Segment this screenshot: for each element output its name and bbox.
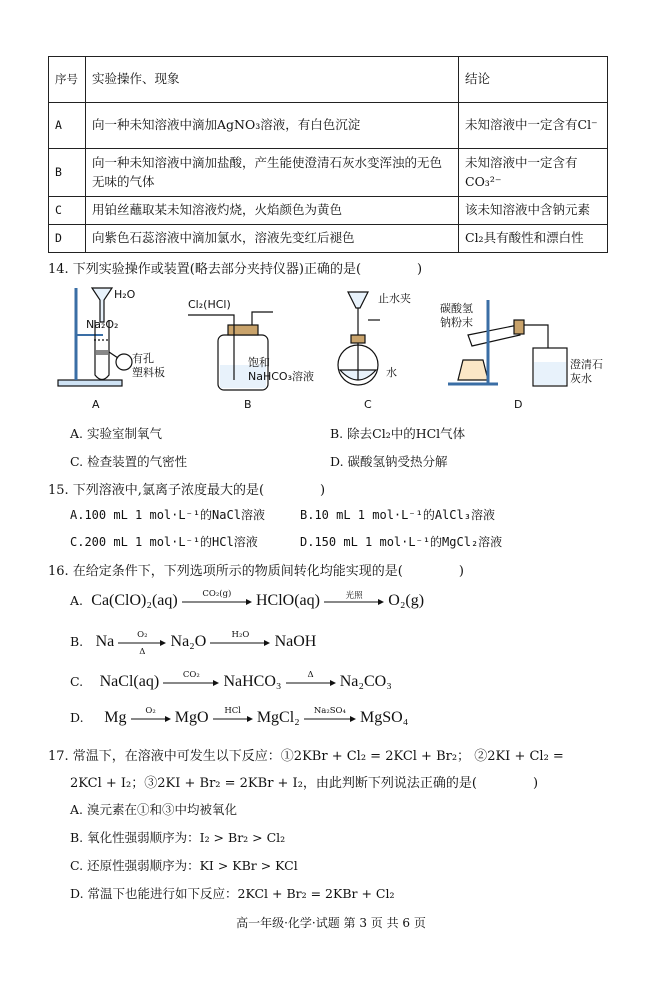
row-id: A: [49, 103, 86, 149]
q15-option-b: B.10 mL 1 mol·L⁻¹的AlCl₃溶液: [300, 508, 495, 522]
q14-stem: 14. 下列实验操作或装置(略去部分夹持仪器)正确的是( ): [48, 262, 423, 277]
label-b-sol1: 饱和: [248, 356, 270, 369]
page-footer: 高一年级·化学·试题 第 3 页 共 6 页: [236, 916, 426, 930]
row-id: C: [49, 197, 86, 225]
row-operation: 向紫色石蕊溶液中滴加氯水，溶液先变红后褪色: [86, 225, 459, 253]
label-d-lime1: 澄清石: [570, 358, 603, 371]
label-d-lime2: 灰水: [570, 372, 592, 385]
q14-option-a: A. 实验室制氧气: [70, 426, 162, 441]
label-b-sol2: NaHCO₃溶液: [248, 370, 314, 383]
row-conclusion: 该未知溶液中含钠元素: [459, 197, 608, 225]
q17-option-b: B. 氧化性强弱顺序为：I₂ > Br₂ > Cl₂: [70, 830, 286, 845]
table-row: [49, 103, 608, 149]
label-d-powder1: 碳酸氢: [440, 302, 473, 315]
label-b-gas: Cl₂(HCl): [188, 298, 231, 311]
arrow-icon: H₂O: [210, 639, 270, 647]
q16-option-d: D. Mg O₂ MgO HCl MgCl₂ Na₂SO₄ MgSO₄: [70, 705, 409, 726]
q15-stem: 15. 下列溶液中,氯离子浓度最大的是( ): [48, 483, 326, 498]
experiment-table: [48, 56, 608, 253]
q14-option-b: B. 除去Cl₂中的HCl气体: [330, 426, 466, 441]
apparatus-letter-a: A: [92, 398, 100, 411]
q16-option-a: A. Ca(ClO)₂(aq) CO₂(g) HClO(aq) 光照 O₂(g): [70, 588, 425, 609]
q16-option-c: C. NaCl(aq) CO₂ NaHCO₃ Δ Na₂CO₃: [70, 669, 392, 690]
row-id: D: [49, 225, 86, 253]
arrow-icon: HCl: [213, 715, 253, 723]
row-conclusion: Cl₂具有酸性和漂白性: [459, 225, 608, 253]
label-a-plate-1: 有孔: [132, 352, 154, 365]
q17-option-d: D. 常温下也能进行如下反应：2KCl + Br₂ = 2KBr + Cl₂: [70, 886, 395, 901]
q14-option-c: C. 检查装置的气密性: [70, 454, 188, 469]
apparatus-letter-d: D: [514, 398, 523, 411]
header-operation: 实验操作、现象: [86, 57, 459, 103]
table-row: [49, 149, 608, 197]
row-conclusion: 未知溶液中一定含有CO₃²⁻: [459, 149, 608, 197]
table-row: [49, 225, 608, 253]
label-c-water: 水: [386, 366, 397, 379]
row-operation: 用铂丝蘸取某未知溶液灼烧，火焰颜色为黄色: [86, 197, 459, 225]
q17-line-2: 2KCl + I₂；③2KI + Br₂ = 2KBr + I₂，由此判断下列说法正确的是( ): [70, 776, 539, 791]
q15-option-a: A.100 mL 1 mol·L⁻¹的NaCl溶液: [70, 508, 265, 522]
apparatus-letter-c: C: [364, 398, 372, 411]
stand-base-a: [58, 380, 122, 386]
q17-option-a: A. 溴元素在①和③中均被氧化: [70, 802, 237, 817]
header-index: 序号: [49, 57, 86, 103]
label-a-h2o: H₂O: [114, 288, 136, 301]
table-row: [49, 197, 608, 225]
row-operation: 向一种未知溶液中滴加盐酸，产生能使澄清石灰水变浑浊的无色无味的气体: [86, 149, 459, 197]
q14-option-d: D. 碳酸氢钠受热分解: [330, 454, 448, 469]
q15-option-c: C.200 mL 1 mol·L⁻¹的HCl溶液: [70, 535, 258, 549]
apparatus-letter-b: B: [244, 398, 252, 411]
label-a-na2o2: Na₂O₂: [86, 318, 119, 331]
label-a-plate-2: 塑料板: [132, 366, 165, 379]
table-header-row: [49, 57, 608, 103]
row-id: B: [49, 149, 86, 197]
row-operation: 向一种未知溶液中滴加AgNO₃溶液，有白色沉淀: [86, 103, 459, 149]
q16-stem: 16. 在给定条件下，下列选项所示的物质间转化均能实现的是( ): [48, 564, 464, 579]
header-conclusion: 结论: [459, 57, 608, 103]
arrow-icon: O₂ Δ: [118, 639, 166, 647]
q15-option-d: D.150 mL 1 mol·L⁻¹的MgCl₂溶液: [300, 535, 503, 549]
arrow-icon: O₂: [131, 715, 171, 723]
label-d-powder2: 钠粉末: [440, 316, 473, 329]
q16-option-b: B. Na O₂ Δ Na₂O H₂O NaOH: [70, 629, 317, 657]
apparatus-diagram: [48, 280, 608, 415]
arrow-icon: Na₂SO₄: [304, 715, 356, 723]
q17-line-1: 17. 常温下，在溶液中可发生以下反应：①2KBr + Cl₂ = 2KCl + Br₂； ②2KI + Cl₂ =: [48, 749, 564, 764]
arrow-icon: CO₂(g): [182, 598, 252, 606]
q17-option-c: C. 还原性强弱顺序为：KI > KBr > KCl: [70, 858, 298, 873]
arrow-icon: 光照: [324, 598, 384, 606]
label-c-clip: 止水夹: [378, 292, 411, 305]
arrow-icon: Δ: [286, 679, 336, 687]
arrow-icon: CO₂: [163, 679, 219, 687]
row-conclusion: 未知溶液中一定含有Cl⁻: [459, 103, 608, 149]
